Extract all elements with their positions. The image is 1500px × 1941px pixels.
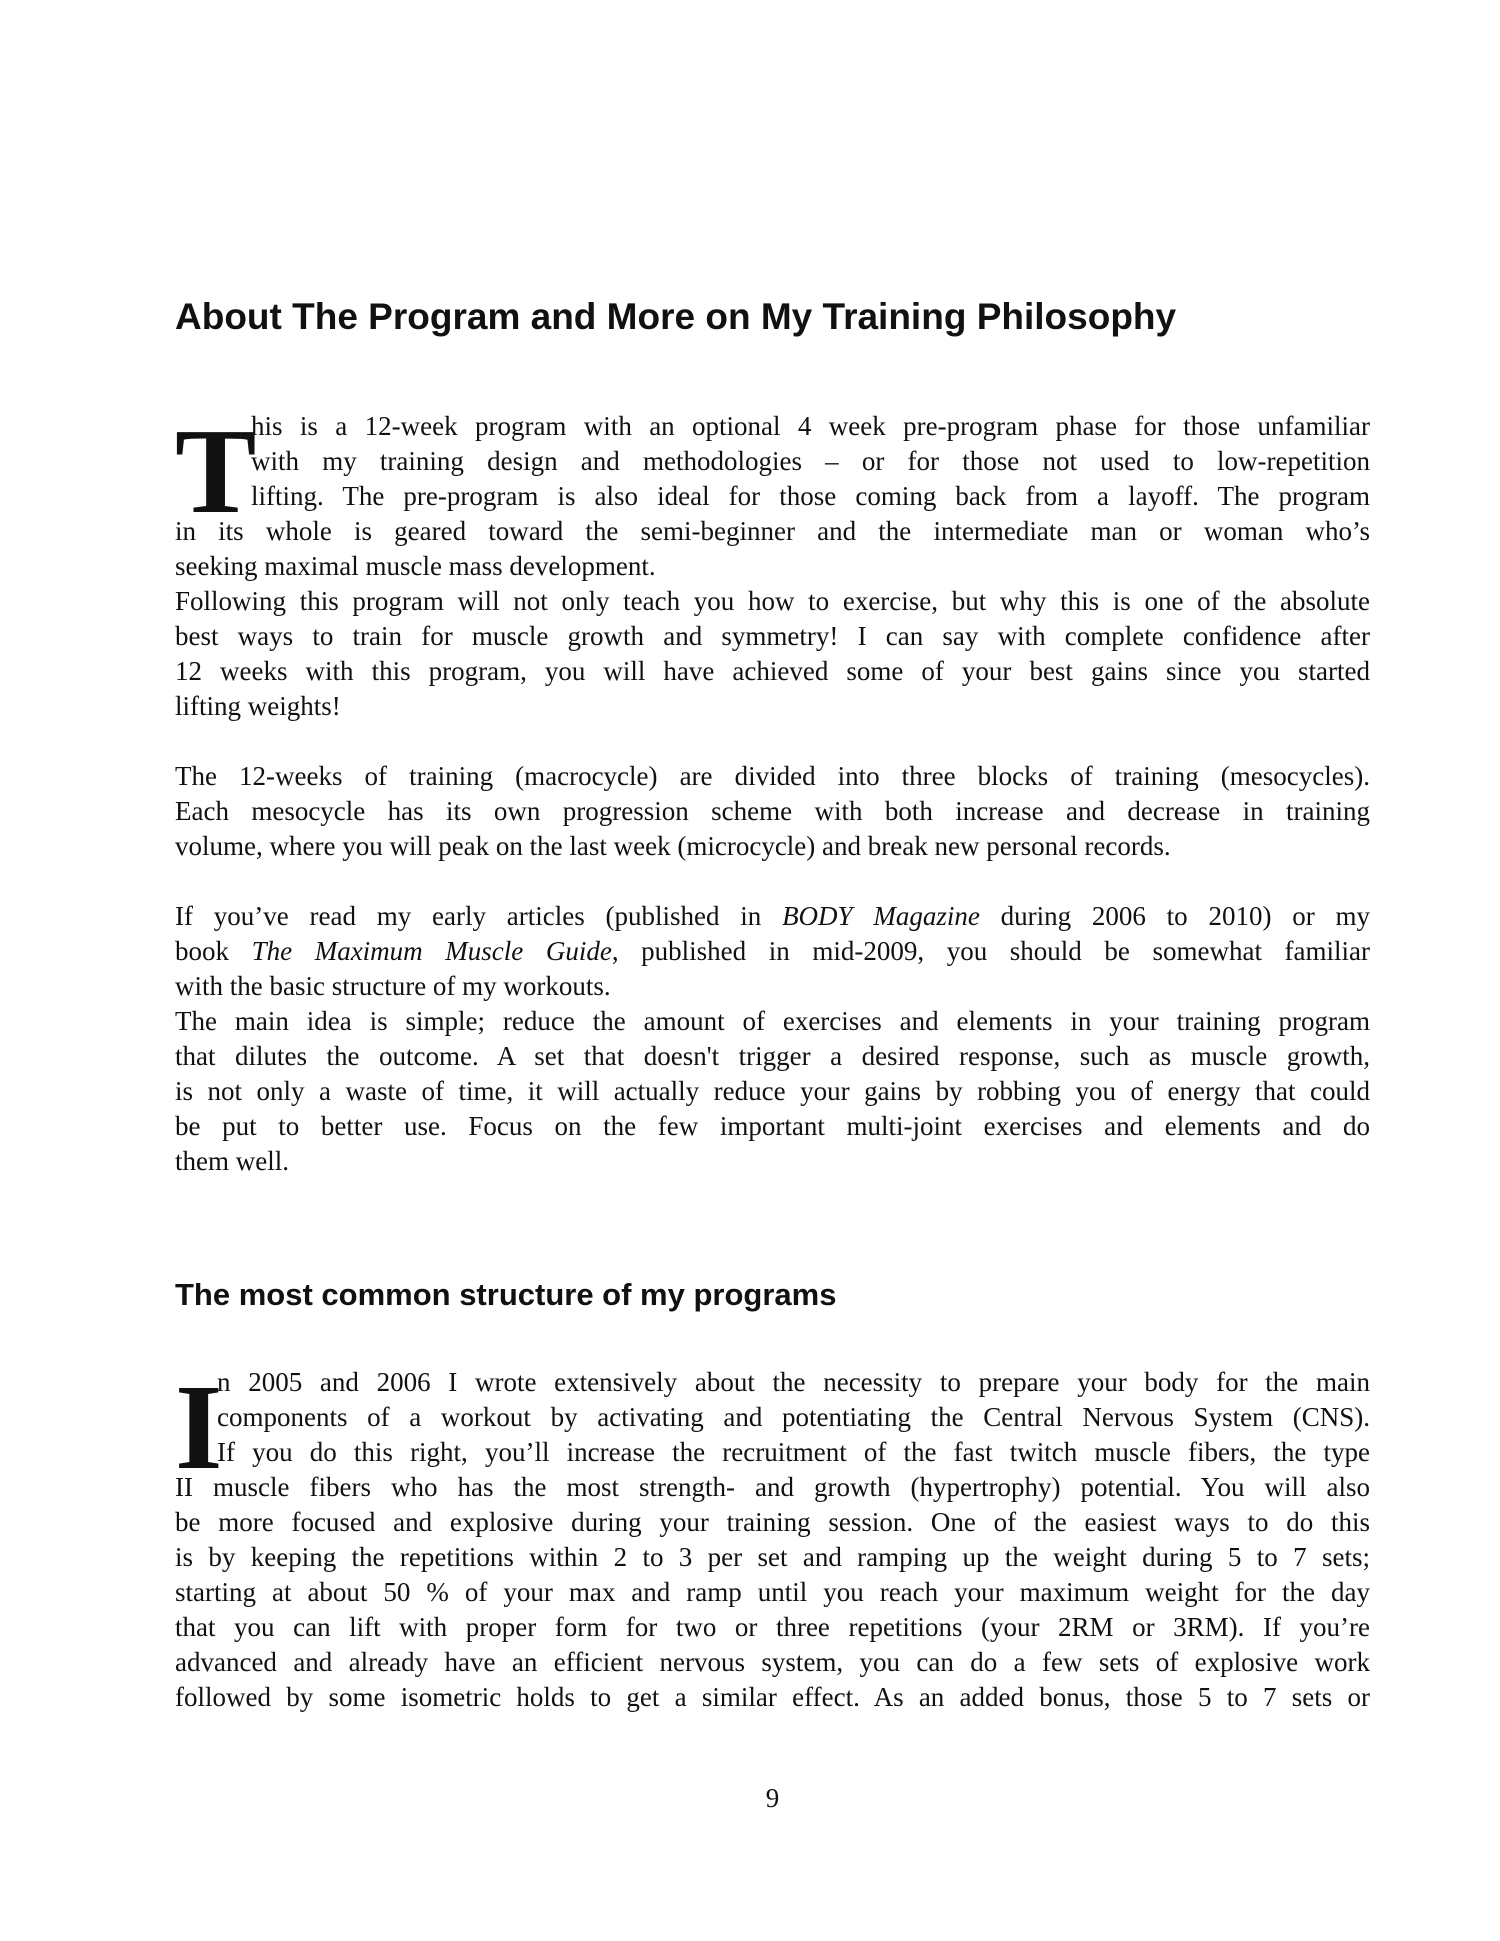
book-title: The Maximum Muscle Guide [251,936,612,966]
text: If you’ve read my early articles (published in [175,901,783,931]
text-line: lifting weights! [175,691,341,721]
text-line: Each mesocycle has its own progression scheme with both increase and decrease in training [175,796,1370,826]
text-line: If you do this right, you’ll increase the recruitment of the fast twitch muscle fibers, the type [217,1437,1370,1467]
text: book [175,936,252,966]
text-line: components of a workout by activating and potentiating the Central Nervous System (CNS). [217,1402,1370,1432]
section-heading: About The Program and More on My Training Philosophy [175,296,1177,337]
text-line: in its whole is geared toward the semi-beginner and the intermediate man or woman who’s [175,516,1370,546]
text-line: II muscle fibers who has the most strength- and growth (hypertrophy) potential. You will also [175,1472,1370,1502]
text-line: that you can lift with proper form for two or three repetitions (your 2RM or 3RM). If you’re [175,1612,1370,1642]
section-1-body [175,404,1370,1179]
text-line: with my training design and methodologies – or for those not used to low-repetition [251,446,1370,476]
drop-cap: T [175,404,257,539]
text-line: volume, where you will peak on the last week (microcycle) and break new personal records. [175,831,1171,861]
text-line: is not only a waste of time, it will actually reduce your gains by robbing you of energy that could [175,1076,1370,1106]
section-2-body [175,1360,1370,1715]
text-line: be put to better use. Focus on the few important multi-joint exercises and elements and do [175,1111,1370,1141]
text-line: advanced and already have an efficient nervous system, you can do a few sets of explosive work [175,1647,1370,1677]
text-line: is by keeping the repetitions within 2 to 3 per set and ramping up the weight during 5 to 7 sets; [175,1542,1370,1572]
text-line: best ways to train for muscle growth and symmetry! I can say with complete confidence after [175,621,1370,651]
text-line: followed by some isometric holds to get a similar effect. As an added bonus, those 5 to 7 sets or [175,1682,1370,1712]
text-line: with the basic structure of my workouts. [175,971,611,1001]
page-number: 9 [765,1783,780,1813]
text-line: The main idea is simple; reduce the amount of exercises and elements in your training program [175,1006,1370,1036]
text-line: The 12-weeks of training (macrocycle) are divided into three blocks of training (mesocycles). [175,761,1370,791]
section-heading: The most common structure of my programs [175,1277,837,1312]
text-line: them well. [175,1146,289,1176]
text-line [175,899,1370,934]
magazine-title: BODY Magazine [782,901,980,931]
text-line: seeking maximal muscle mass development. [175,551,656,581]
text-line: starting at about 50 % of your max and ramp until you reach your maximum weight for the day [175,1577,1370,1607]
text: during 2006 to 2010) or my [979,901,1370,931]
text-line: Following this program will not only teach you how to exercise, but why this is one of the absolute [175,586,1370,616]
text-line [175,934,1370,969]
text-line: lifting. The pre-program is also ideal for those coming back from a layoff. The program [251,481,1370,511]
text-line: his is a 12-week program with an optional 4 week pre-program phase for those unfamiliar [251,411,1370,441]
text-line: be more focused and explosive during your training session. One of the easiest ways to do this [175,1507,1370,1537]
drop-cap: I [175,1360,223,1495]
text: , published in mid-2009, you should be somewhat familiar [611,936,1370,966]
text-line: n 2005 and 2006 I wrote extensively about the necessity to prepare your body for the main [217,1367,1370,1397]
text-line: 12 weeks with this program, you will have achieved some of your best gains since you started [175,656,1370,686]
text-line: that dilutes the outcome. A set that doesn't trigger a desired response, such as muscle growth, [175,1041,1370,1071]
